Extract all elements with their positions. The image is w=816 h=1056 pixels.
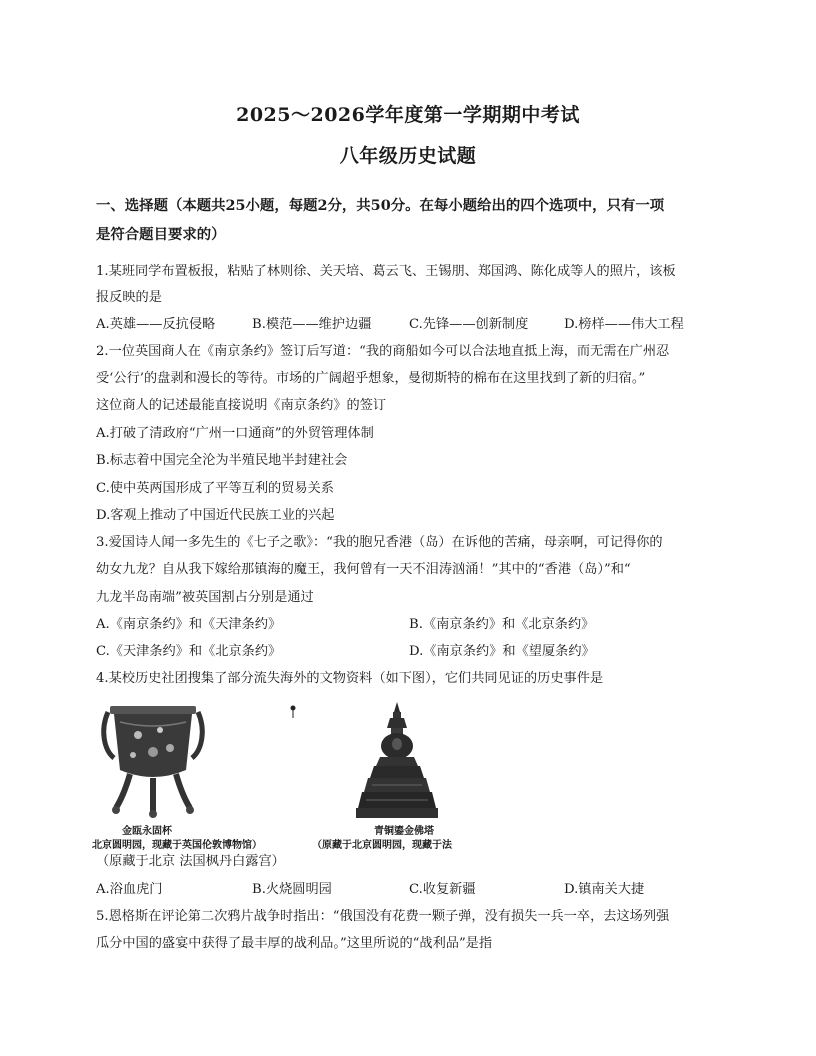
bronze-stupa-image (352, 700, 442, 825)
q3-stem-line1: 3.爱国诗人闻一多先生的《七子之歌》：“我的胞兄香港（岛）在诉他的苦痛，母亲啊，可记得你的 (96, 535, 663, 550)
q4-option-d: D.镇南关大捷 (564, 882, 645, 897)
q1-option-c: C.先锋——创新制度 (409, 317, 529, 332)
q1-option-b: B.模范——维护边疆 (252, 317, 372, 332)
q5-stem-line2: 瓜分中国的盛宴中获得了最丰厚的战利品。”这里所说的“战利品”是指 (96, 936, 493, 951)
q2-option-b: B.标志着中国完全沦为半殖民地半封建社会 (96, 453, 348, 468)
q2-stem-line2: 受‘公行’的盘剥和漫长的等待。市场的广阔超乎想象，曼彻斯特的棉布在这里找到了新的归宿。” (96, 371, 646, 386)
q1-option-a: A.英雄——反抗侵略 (96, 317, 216, 332)
q4-option-c: C.收复新疆 (409, 882, 476, 897)
q3-option-b: B.《南京条约》和《北京条约》 (409, 617, 595, 632)
gold-cup-image (98, 700, 208, 825)
fig1-name: 金瓯永固杯 (122, 826, 172, 837)
q3-stem-line3: 九龙半岛南端”被英国割占分别是通过 (96, 590, 314, 605)
q3-option-a: A.《南京条约》和《天津条约》 (96, 617, 282, 632)
q4-stem: 4.某校历史社团搜集了部分流失海外的文物资料（如下图），它们共同见证的历史事件是 (96, 671, 604, 686)
section-heading-line2: 是符合题目要求的） (96, 226, 226, 243)
q4-option-b: B.火烧圆明园 (252, 882, 332, 897)
pin-mark-icon (290, 705, 296, 719)
q2-option-a: A.打破了清政府“广州一口通商”的外贸管理体制 (96, 426, 374, 441)
exam-subtitle: 八年级历史试题 (339, 145, 477, 167)
section-heading-line1: 一、选择题（本题共25小题，每题2分，共50分。在每小题给出的四个选项中，只有一项 (96, 197, 665, 214)
q2-stem-line1: 2.一位英国商人在《南京条约》签订后写道：“我的商船如今可以合法地直抵上海，而无需在广州忍 (96, 344, 670, 359)
exam-title: 2025～2026学年度第一学期期中考试 (236, 104, 580, 126)
fig2-note: （原藏于北京圆明园，现藏于法 (312, 840, 452, 851)
q1-option-d: D.榜样——伟大工程 (564, 317, 684, 332)
q3-stem-line2: 幼女九龙？自从我下嫁给那镇海的魔王，我何曾有一天不泪涛汹涌！”其中的“香港（岛）”和“ (96, 562, 631, 577)
q1-stem-line2: 报反映的是 (96, 290, 162, 305)
fig3-note: （原藏于北京 法国枫丹白露宫） (96, 854, 285, 869)
q2-stem-line3: 这位商人的记述最能直接说明《南京条约》的签订 (96, 398, 387, 413)
fig2-name: 青铜鎏金佛塔 (374, 826, 434, 837)
fig1-note: 北京圆明园，现藏于英国伦敦博物馆） (92, 840, 262, 851)
q2-option-c: C.使中英两国形成了平等互利的贸易关系 (96, 481, 334, 496)
q2-option-d: D.客观上推动了中国近代民族工业的兴起 (96, 508, 335, 523)
q5-stem-line1: 5.恩格斯在评论第二次鸦片战争时指出：“俄国没有花费一颗子弹，没有损失一兵一卒，去这场列强 (96, 909, 670, 924)
q3-option-d: D.《南京条约》和《望厦条约》 (409, 644, 595, 659)
q3-option-c: C.《天津条约》和《北京条约》 (96, 644, 282, 659)
q1-stem-line1: 1.某班同学布置板报，粘贴了林则徐、关天培、葛云飞、王锡朋、郑国鸿、陈化成等人的照片，该板 (96, 264, 676, 279)
q4-option-a: A.浴血虎门 (96, 882, 163, 897)
